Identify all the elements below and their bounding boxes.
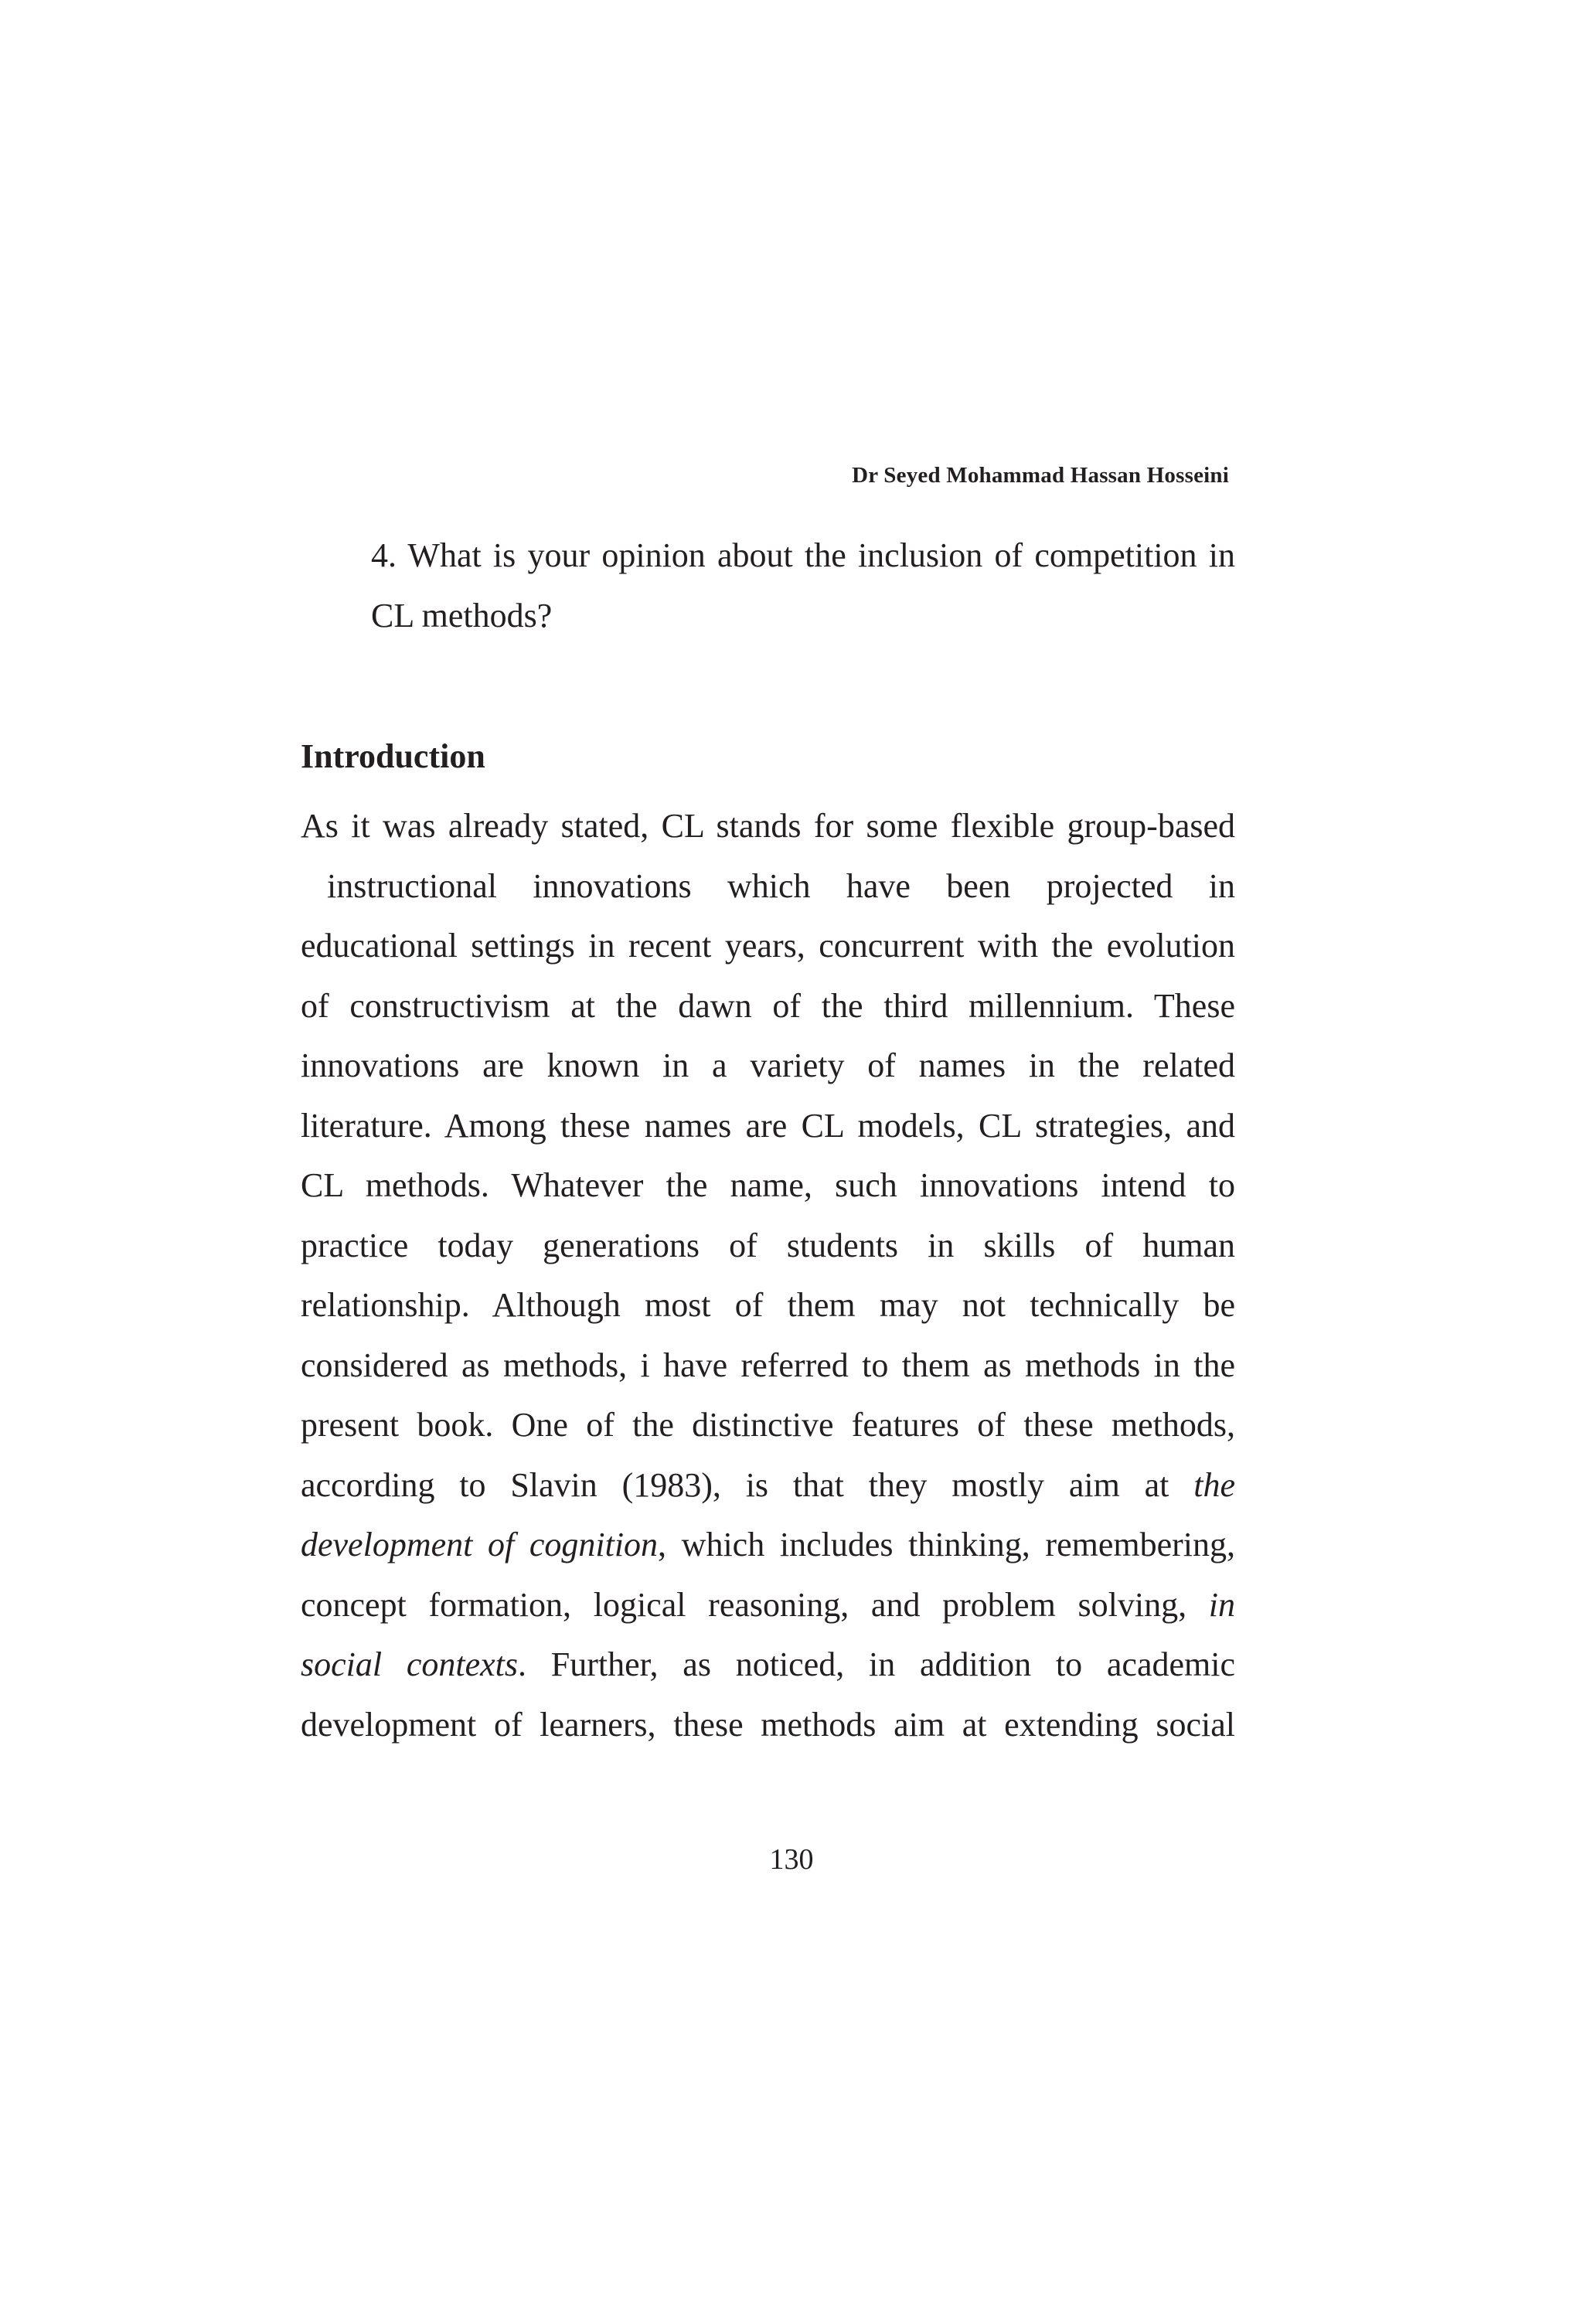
line-text: . Further, as noticed, in addition to academic bbox=[518, 1645, 1235, 1683]
paragraph-line: instructional innovations which have been projected in bbox=[327, 866, 1235, 905]
line-text: concept formation, logical reasoning, and problem solving, bbox=[301, 1585, 1209, 1624]
line-text: according to Slavin (1983), is that they mostly aim at bbox=[301, 1465, 1194, 1504]
section-heading: Introduction bbox=[301, 737, 485, 775]
paragraph-line: considered as methods, i have referred to them as methods in the bbox=[301, 1346, 1235, 1384]
question-line: CL methods? bbox=[371, 596, 553, 635]
paragraph-line: development of learners, these methods aim at extending social bbox=[301, 1705, 1235, 1744]
emphasis-text: the bbox=[1193, 1465, 1235, 1504]
paragraph-line: of constructivism at the dawn of the third millennium. These bbox=[301, 986, 1235, 1025]
paragraph-line: CL methods. Whatever the name, such innovations intend to bbox=[301, 1166, 1235, 1204]
paragraph-line: As it was already stated, CL stands for some flexible group-based bbox=[301, 807, 1235, 845]
emphasis-text: social contexts bbox=[301, 1645, 519, 1683]
paragraph-line bbox=[301, 1635, 1235, 1695]
paragraph-line: innovations are known in a variety of names in the related bbox=[301, 1046, 1235, 1084]
running-header: Dr Seyed Mohammad Hassan Hosseini bbox=[852, 463, 1229, 488]
emphasis-text: in bbox=[1208, 1585, 1235, 1624]
paragraph-line: practice today generations of students in skills of human bbox=[301, 1226, 1235, 1264]
discussion-question-4 bbox=[371, 526, 1235, 645]
body-paragraph bbox=[301, 796, 1235, 1754]
page-number: 130 bbox=[769, 1843, 814, 1876]
paragraph-line: relationship. Although most of them may not technically be bbox=[301, 1286, 1235, 1324]
line-text: , which includes thinking, remembering, bbox=[658, 1526, 1235, 1564]
paragraph-line bbox=[301, 1575, 1235, 1635]
paragraph-line: present book. One of the distinctive features of these methods, bbox=[301, 1406, 1235, 1444]
paragraph-line: educational settings in recent years, concurrent with the evolution bbox=[301, 927, 1235, 965]
paragraph-line bbox=[301, 1515, 1235, 1575]
paragraph-line bbox=[301, 1455, 1235, 1516]
paragraph-line: literature. Among these names are CL models, CL strategies, and bbox=[301, 1106, 1235, 1145]
question-line: 4. What is your opinion about the inclusion of competition in bbox=[371, 536, 1235, 574]
emphasis-text: development of cognition bbox=[301, 1526, 659, 1564]
